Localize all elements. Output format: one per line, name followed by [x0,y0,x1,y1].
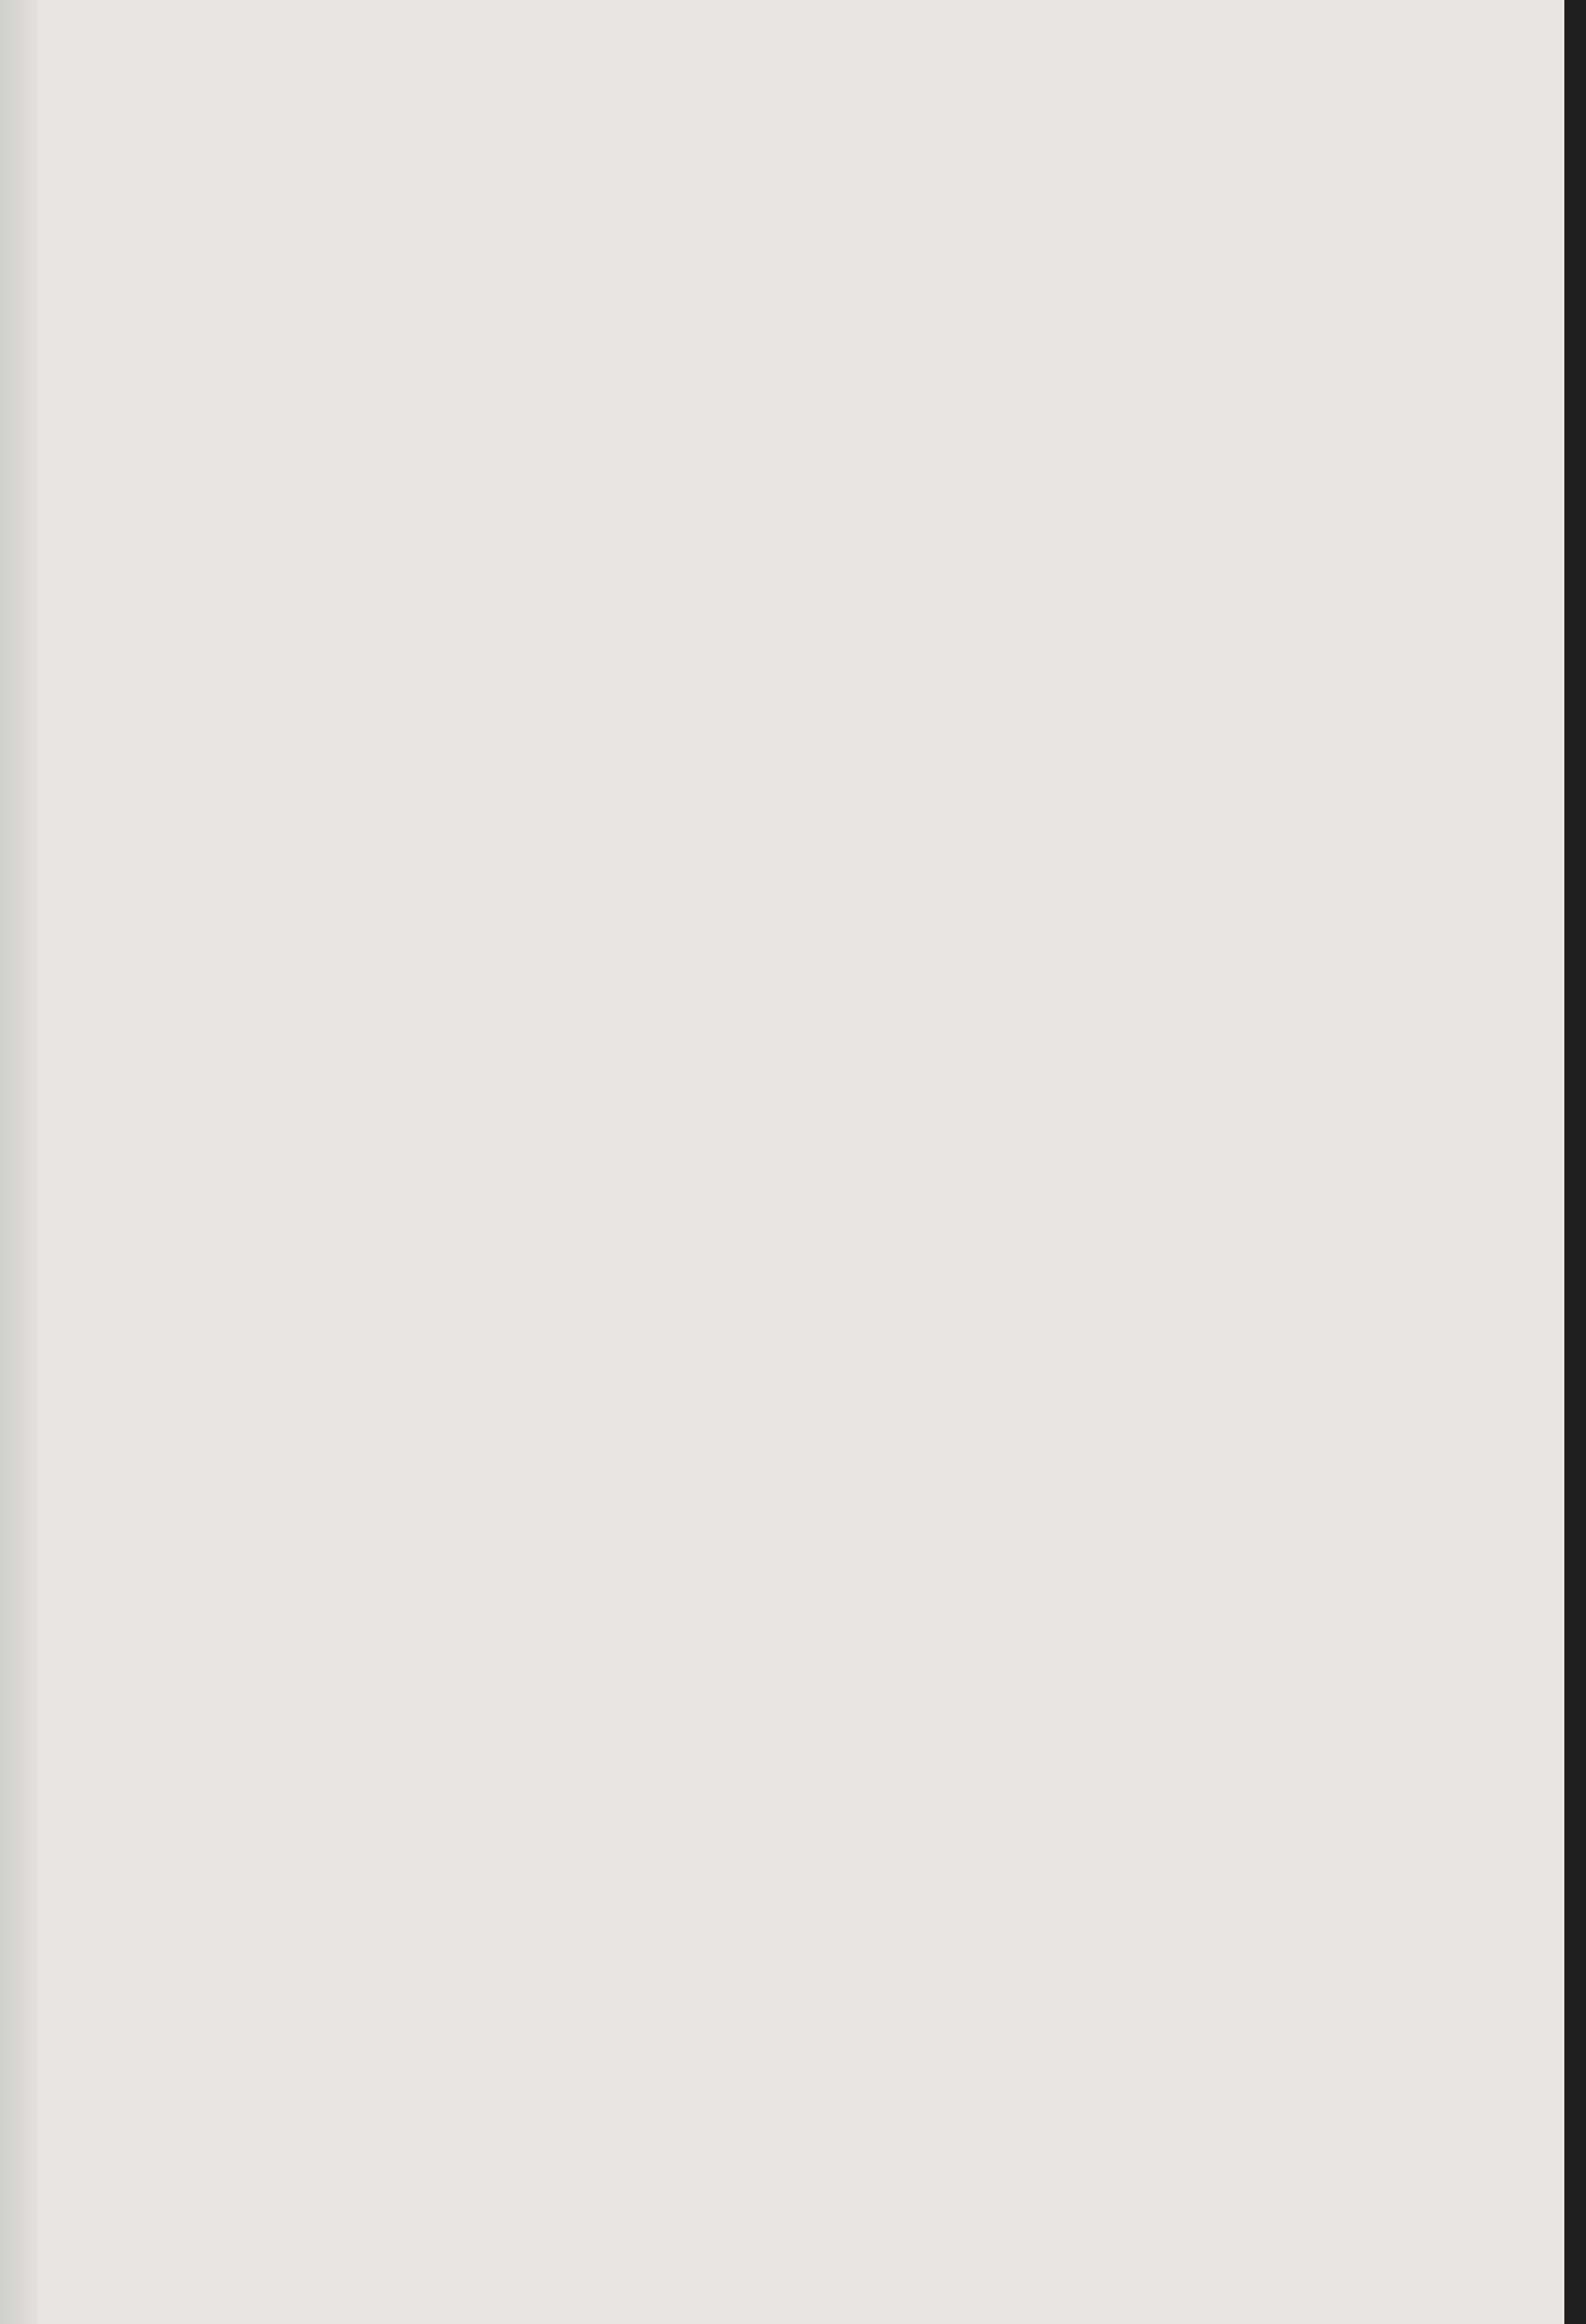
page-binding [0,0,38,2324]
page-edge [1564,0,1586,2324]
